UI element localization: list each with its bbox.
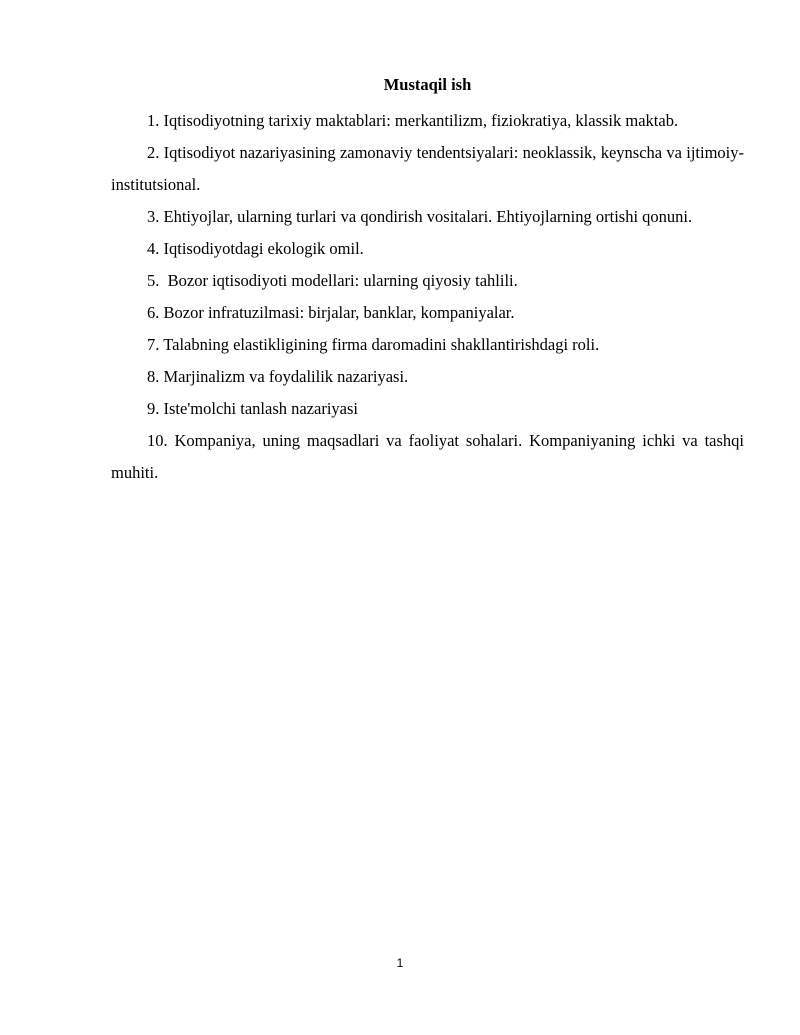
list-item-7: 7. Talabning elastikligining firma daromadini shakllantirishdagi roli. — [147, 335, 600, 354]
list-item-4: 4. Iqtisodiyotdagi ekologik omil. — [147, 239, 364, 258]
list-item-9: 9. Iste'molchi tanlash nazariyasi — [147, 399, 358, 418]
list-item-5: 5. Bozor iqtisodiyoti modellari: ularning qiyosiy tahlili. — [147, 271, 518, 290]
list-item-10: 10. Kompaniya, uning maqsadlari va faoliyat sohalari. Kompaniyaning ichki va tashqi muhiti. — [111, 431, 744, 482]
list-item-8: 8. Marjinalizm va foydalilik nazariyasi. — [147, 367, 409, 386]
document-body — [111, 74, 744, 489]
list-item-6: 6. Bozor infratuzilmasi: birjalar, banklar, kompaniyalar. — [147, 303, 515, 322]
list-item-3: 3. Ehtiyojlar, ularning turlari va qondirish vositalari. Ehtiyojlarning ortishi qonuni. — [147, 207, 693, 226]
list-item-2: 2. Iqtisodiyot nazariyasining zamonaviy tendentsiyalari: neoklassik, keynscha va ijtimoiy-institutsional. — [111, 143, 744, 194]
page-number: 1 — [396, 956, 404, 970]
list-item-1: 1. Iqtisodiyotning tarixiy maktablari: merkantilizm, fiziokratiya, klassik maktab. — [147, 111, 679, 130]
document-title: Mustaqil ish — [383, 75, 472, 94]
